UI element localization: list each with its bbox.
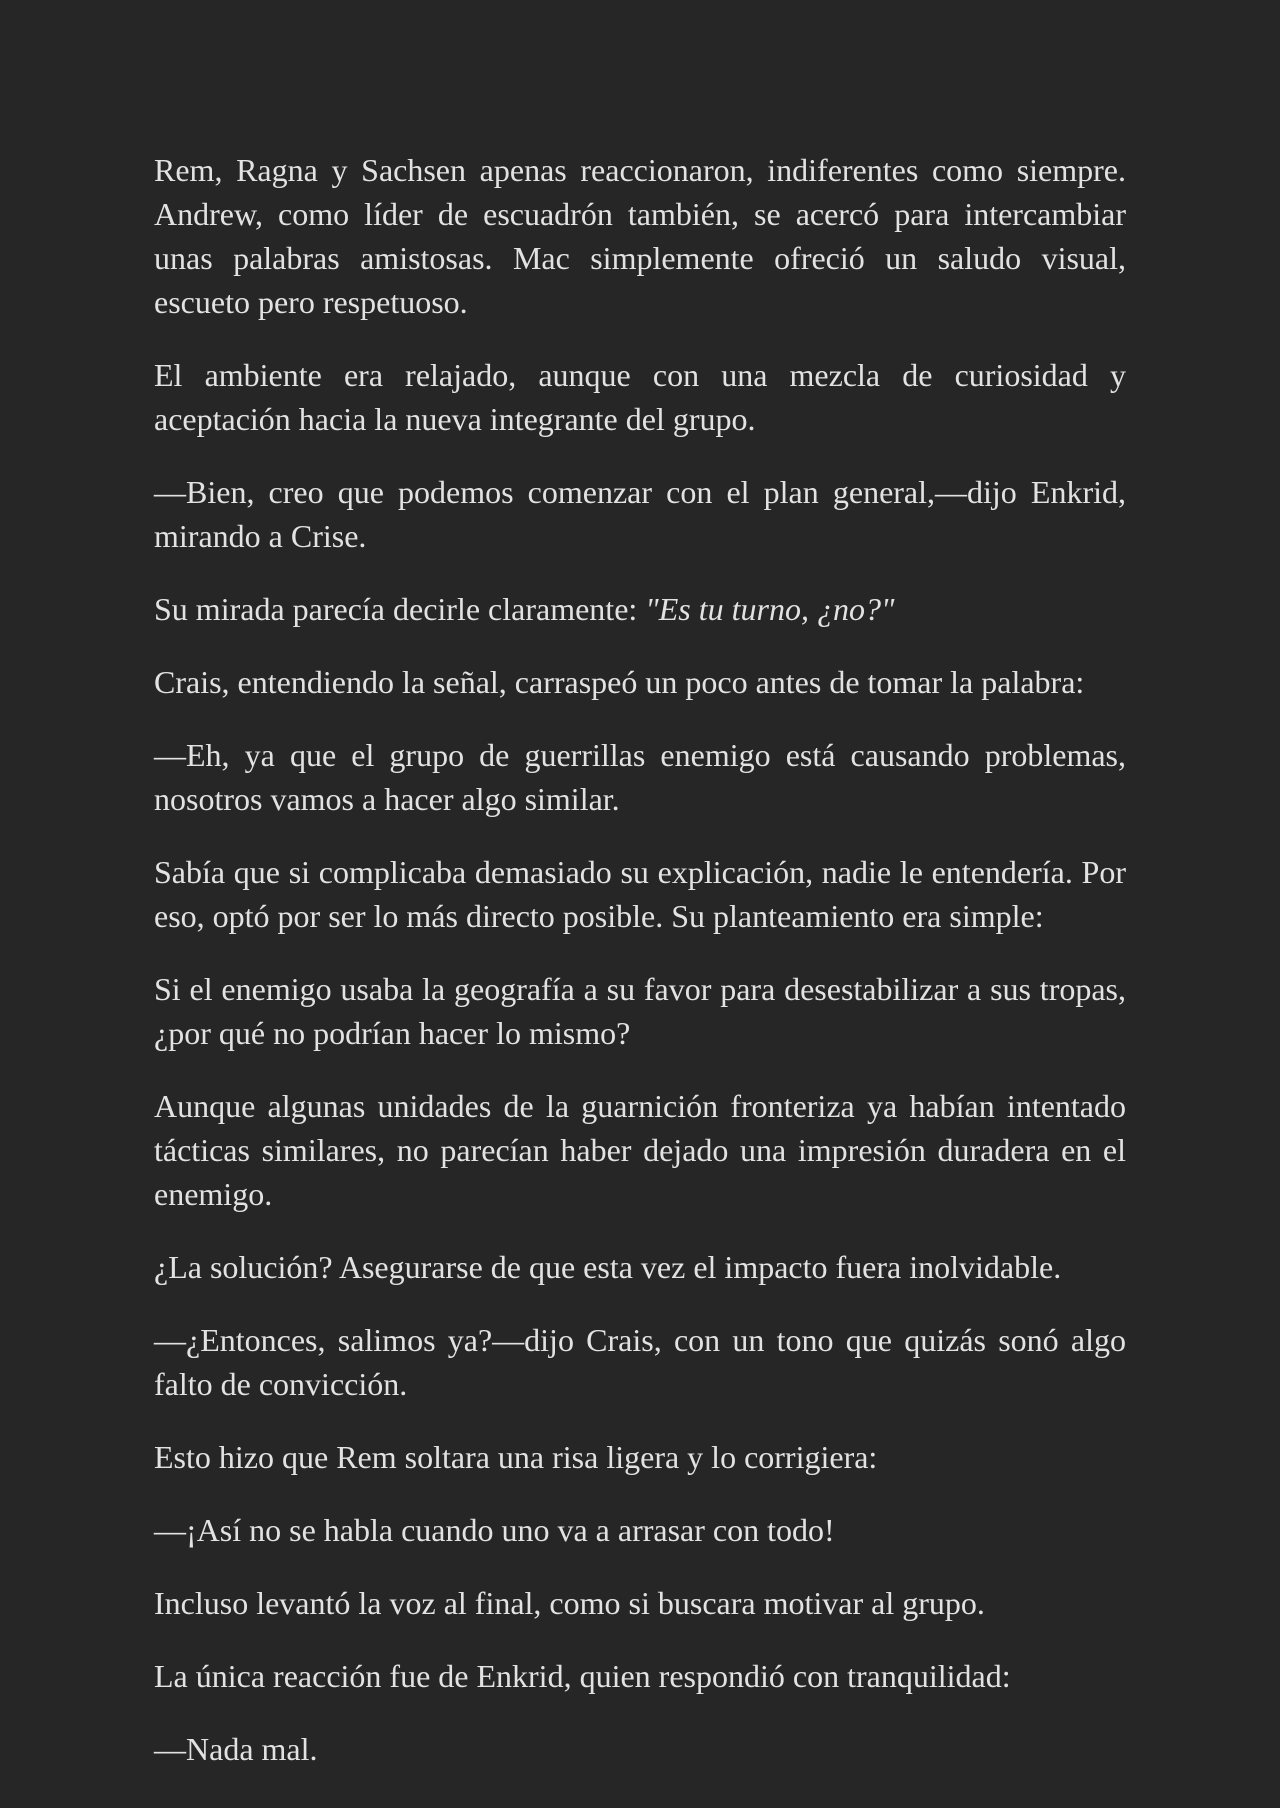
text-segment: Rem, Ragna y Sachsen apenas reaccionaron, indiferentes como siempre. Andrew, como líder de escuadrón también, se acercó para intercambiar unas palabras amistosas. Mac simplemente ofreció un saludo visual, escueto pero respetuoso. — [154, 152, 1126, 320]
text-segment: Esto hizo que Rem soltara una risa ligera y lo corrigiera: — [154, 1439, 878, 1475]
paragraph — [154, 1245, 1126, 1289]
page-text — [154, 148, 1126, 1771]
text-segment: Aunque algunas unidades de la guarnición fronteriza ya habían intentado tácticas similares, no parecían haber dejado una impresión duradera en el enemigo. — [154, 1088, 1126, 1212]
paragraph — [154, 1084, 1126, 1216]
paragraph — [154, 1508, 1126, 1552]
reader-page — [154, 0, 1126, 1771]
paragraph — [154, 148, 1126, 324]
text-segment: —¿Entonces, salimos ya?—dijo Crais, con un tono que quizás sonó algo falto de convicción. — [154, 1322, 1126, 1402]
paragraph — [154, 1727, 1126, 1771]
paragraph — [154, 1654, 1126, 1698]
paragraph — [154, 850, 1126, 938]
paragraph — [154, 1581, 1126, 1625]
text-segment: ¿La solución? Asegurarse de que esta vez el impacto fuera inolvidable. — [154, 1249, 1062, 1285]
text-segment: —Bien, creo que podemos comenzar con el plan general,—dijo Enkrid, mirando a Crise. — [154, 474, 1126, 554]
text-segment: —Eh, ya que el grupo de guerrillas enemigo está causando problemas, nosotros vamos a hacer algo similar. — [154, 737, 1126, 817]
text-segment: —Nada mal. — [154, 1731, 318, 1767]
text-segment: La única reacción fue de Enkrid, quien respondió con tranquilidad: — [154, 1658, 1011, 1694]
paragraph — [154, 660, 1126, 704]
paragraph — [154, 587, 1126, 631]
text-segment: Si el enemigo usaba la geografía a su favor para desestabilizar a sus tropas, ¿por qué no podrían hacer lo mismo? — [154, 971, 1126, 1051]
paragraph — [154, 967, 1126, 1055]
text-segment: Incluso levantó la voz al final, como si buscara motivar al grupo. — [154, 1585, 985, 1621]
paragraph — [154, 353, 1126, 441]
text-segment: Sabía que si complicaba demasiado su explicación, nadie le entendería. Por eso, optó por ser lo más directo posible. Su planteamiento era simple: — [154, 854, 1126, 934]
text-segment: Su mirada parecía decirle claramente: — [154, 591, 646, 627]
text-segment: —¡Así no se habla cuando uno va a arrasar con todo! — [154, 1512, 835, 1548]
italic-inline-quote: "Es tu turno, ¿no?" — [645, 591, 895, 627]
paragraph — [154, 733, 1126, 821]
paragraph — [154, 1318, 1126, 1406]
paragraph — [154, 1435, 1126, 1479]
paragraph — [154, 470, 1126, 558]
text-segment: Crais, entendiendo la señal, carraspeó un poco antes de tomar la palabra: — [154, 664, 1085, 700]
text-segment: El ambiente era relajado, aunque con una mezcla de curiosidad y aceptación hacia la nueva integrante del grupo. — [154, 357, 1126, 437]
